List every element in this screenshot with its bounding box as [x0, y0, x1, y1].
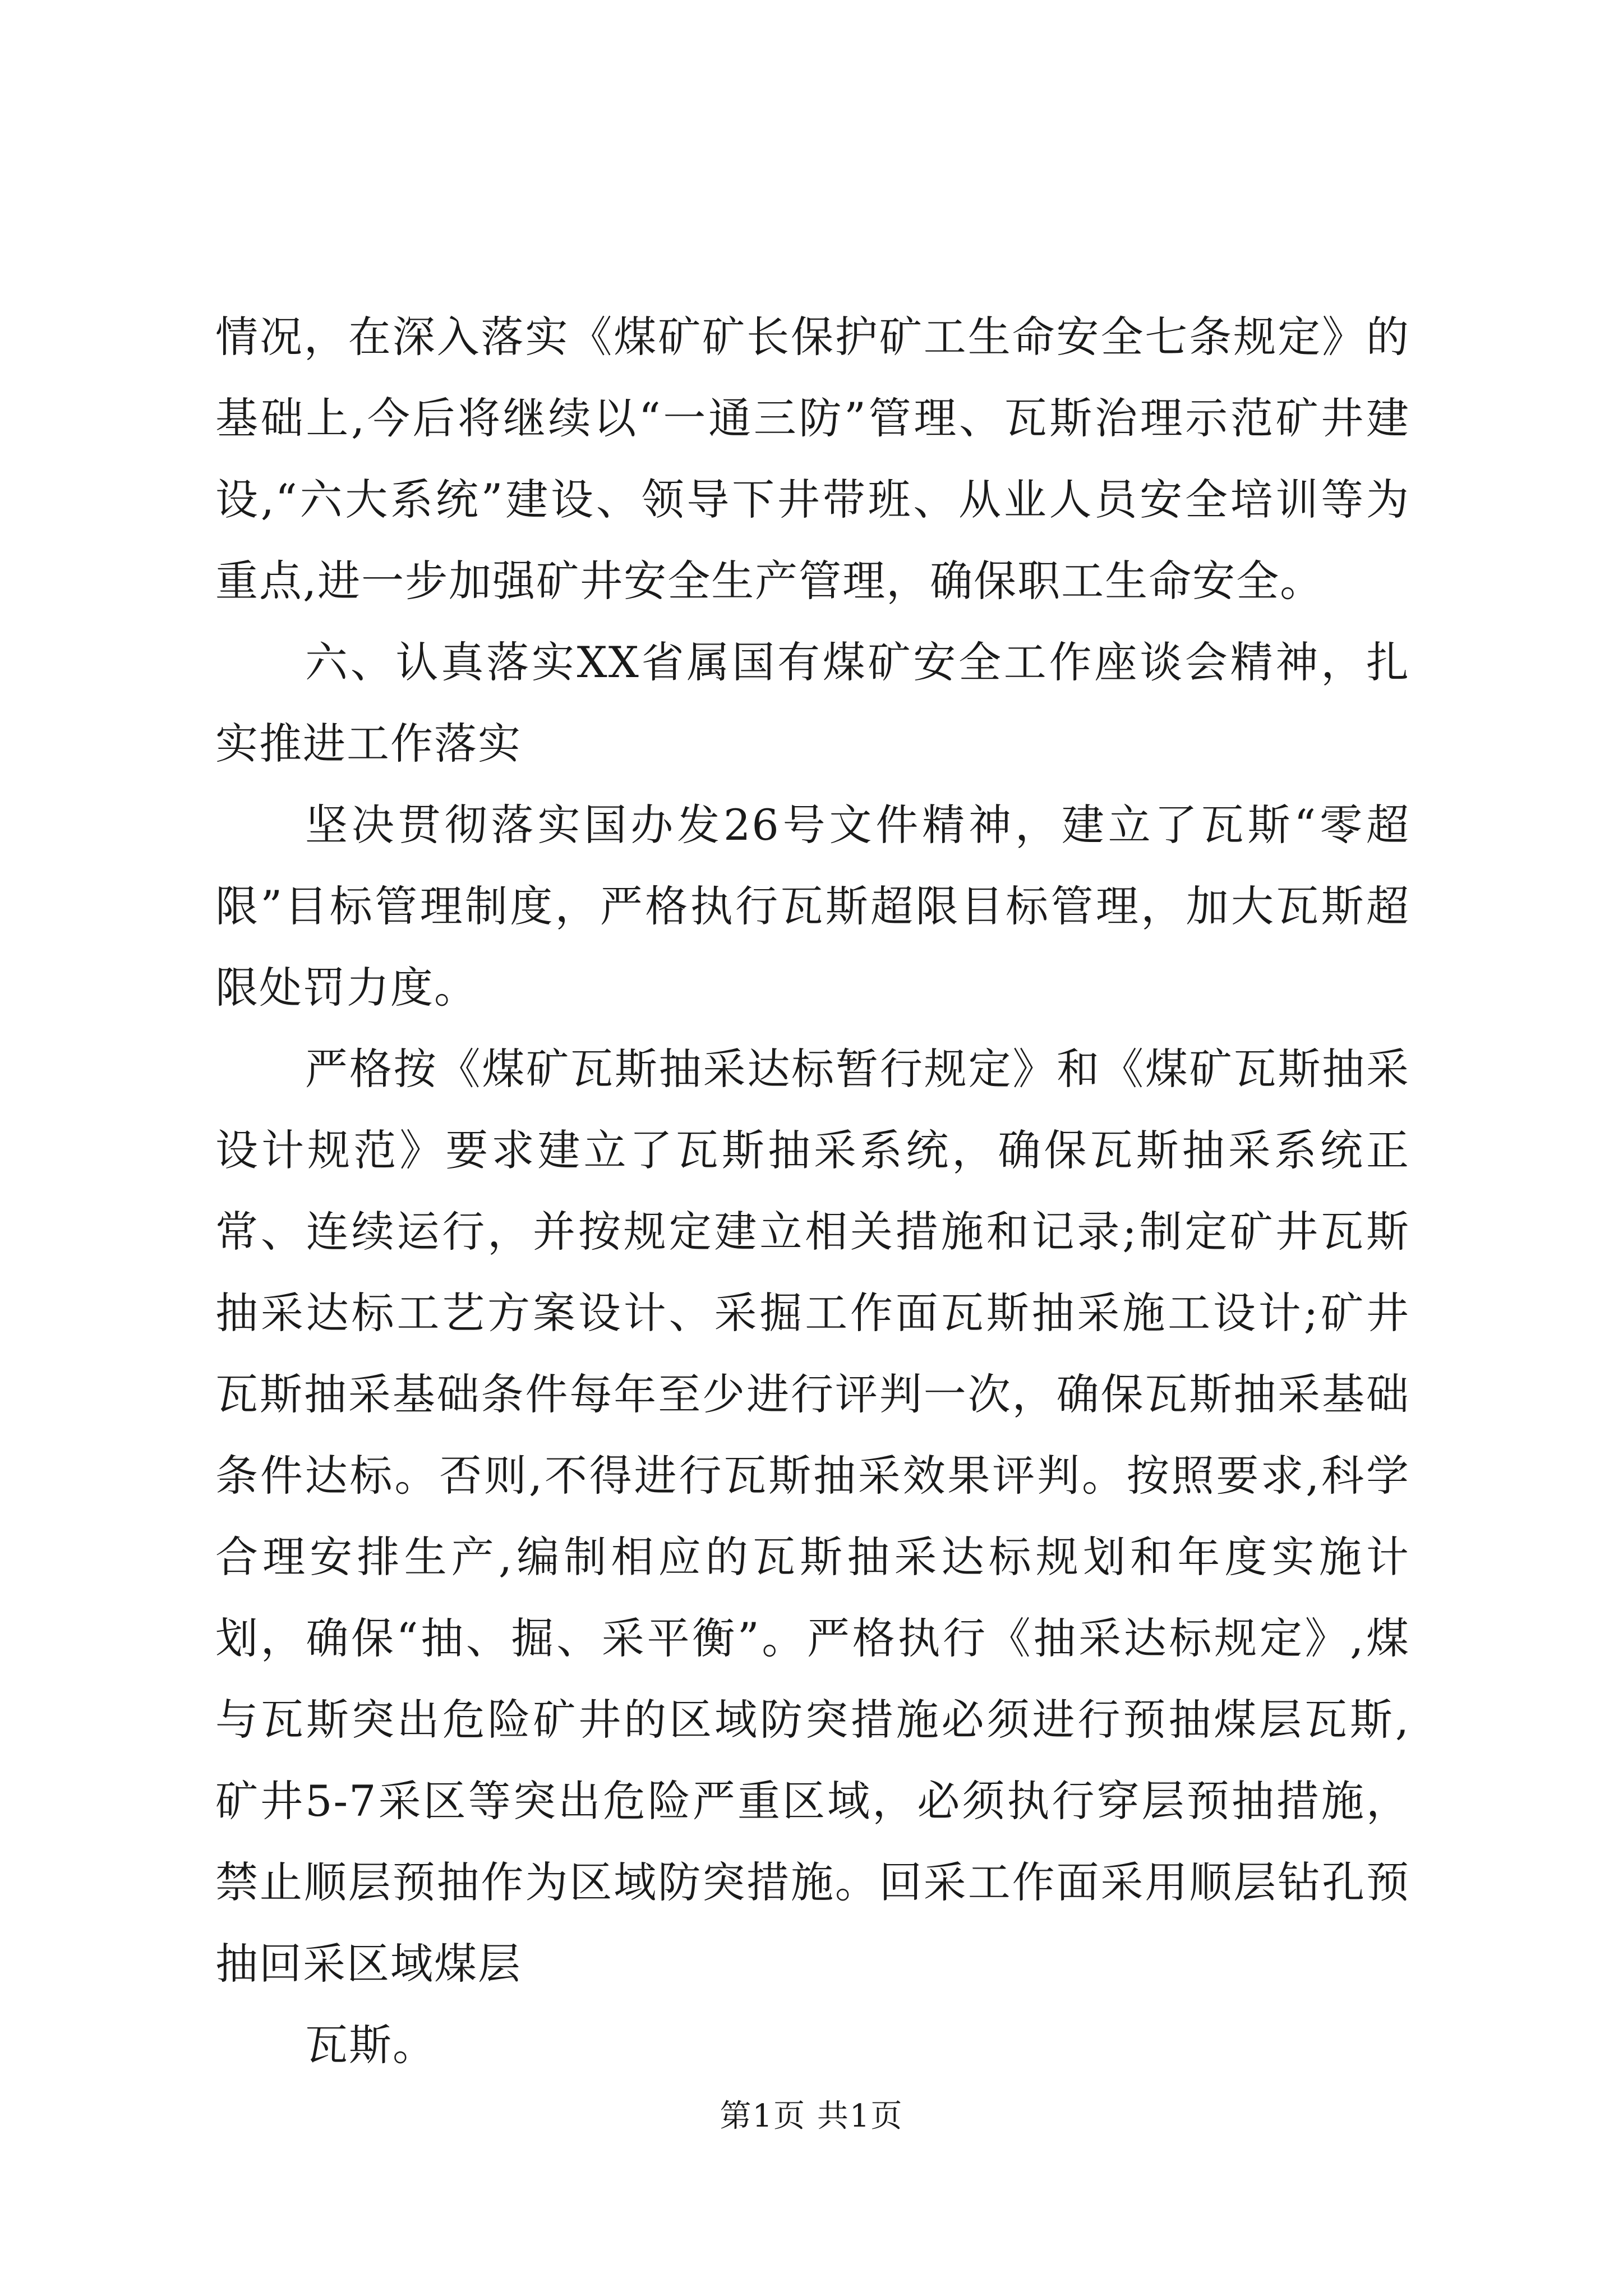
paragraph-continuation: 情况，在深入落实《煤矿矿长保护矿工生命安全七条规定》的基础上,今后将继续以“一通三防”管理、瓦斯治理示范矿井建设,“六大系统”建设、领导下井带班、从业人员安全培训等为重点,进一步加强矿井安全生产管理，确保职工生命安全。 [215, 312, 1410, 606]
section-heading-six: 六、认真落实XX省属国有煤矿安全工作座谈会精神，扎实推进工作落实 [215, 637, 1410, 769]
paragraph-closing-fragment: 瓦斯。 [305, 2020, 436, 2070]
page-footer [0, 2097, 1623, 2136]
paragraph-gas-target-management: 坚决贯彻落实国办发26号文件精神，建立了瓦斯“零超限”目标管理制度，严格执行瓦斯超限目标管理，加大瓦斯超限处罚力度。 [215, 800, 1410, 1013]
paragraph-gas-extraction-system: 严格按《煤矿瓦斯抽采达标暂行规定》和《煤矿瓦斯抽采设计规范》要求建立了瓦斯抽采系统，确保瓦斯抽采系统正常、连续运行，并按规定建立相关措施和记录;制定矿井瓦斯抽采达标工艺方案设计、采掘工作面瓦斯抽采施工设计;矿井瓦斯抽采基础条件每年至少进行评判一次，确保瓦斯抽采基础条件达标。否则,不得进行瓦斯抽采效果评判。按照要求,科学合理安排生产,编制相应的瓦斯抽采达标规划和年度实施计划，确保“抽、掘、采平衡”。严格执行《抽采达标规定》,煤与瓦斯突出危险矿井的区域防突措施必须进行预抽煤层瓦斯,矿井5-7采区等突出危险严重区域，必须执行穿层预抽措施，禁止顺层预抽作为区域防突措施。回采工作面采用顺层钻孔预抽回采区域煤层 [215, 1044, 1410, 1989]
document-body [215, 296, 1410, 2086]
page-number-label: 第1页 共1页 [720, 2098, 903, 2134]
